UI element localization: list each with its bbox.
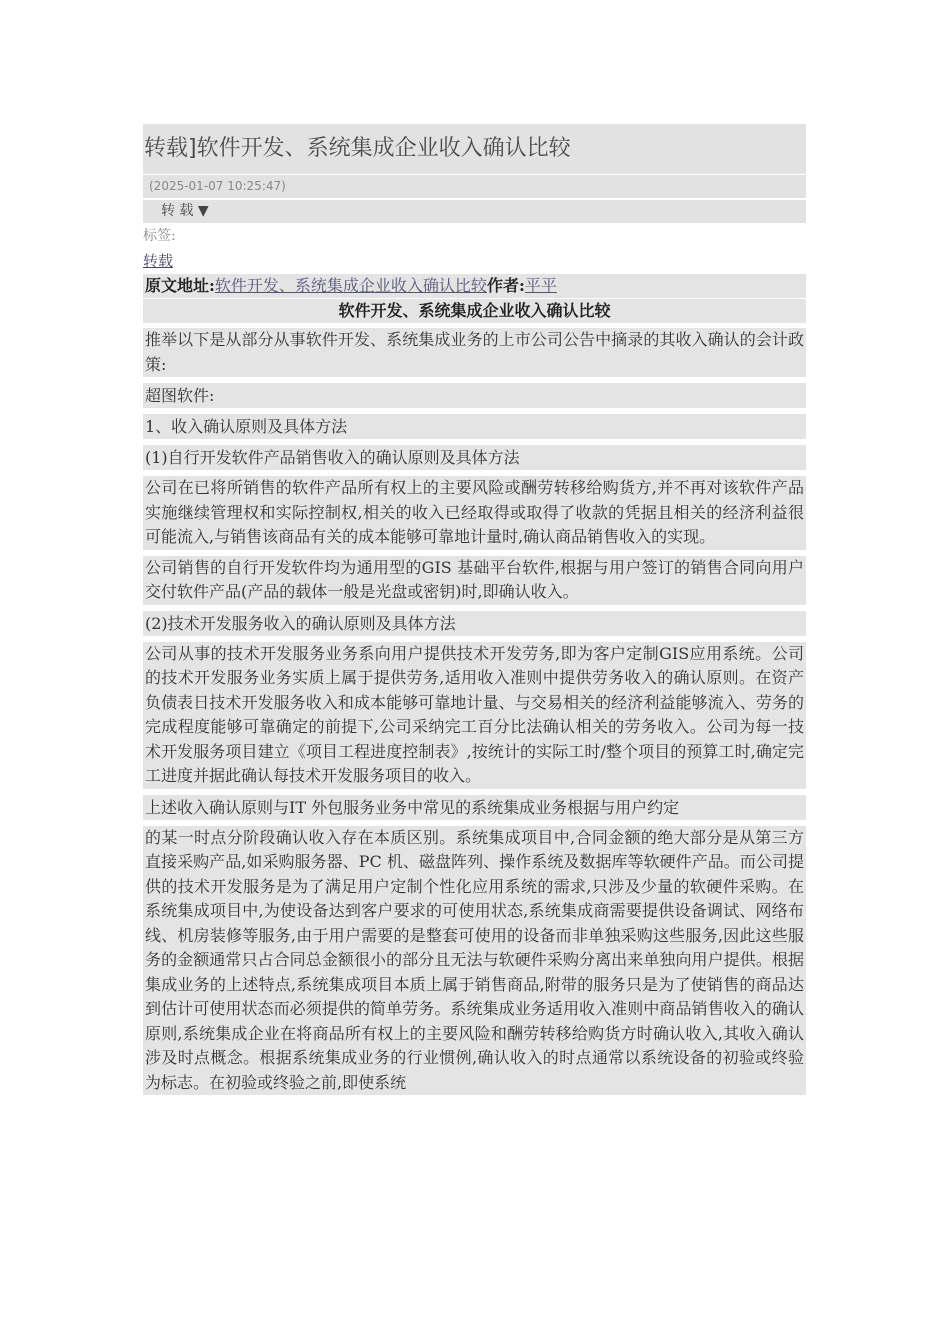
paragraph: 超图软件: (143, 383, 806, 408)
paragraph: 1、收入确认原则及具体方法 (143, 414, 806, 439)
paragraph: 推举以下是从部分从事软件开发、系统集成业务的上市公司公告中摘录的其收入确认的会计政策: (143, 328, 806, 377)
source-address-label: 原文地址: (145, 276, 215, 295)
repost-dropdown[interactable]: 转 载 ▼ (143, 200, 806, 223)
tags-label: 标签: (143, 228, 176, 244)
paragraph: 上述收入确认原则与IT 外包服务业务中常见的系统集成业务根据与用户约定 (143, 795, 806, 820)
tag-link[interactable]: 转载 (143, 252, 174, 270)
paragraph: 的某一时点分阶段确认收入存在本质区别。系统集成项目中,合同金额的绝大部分是从第三方直接采购产品,如采购服务器、PC 机、磁盘阵列、操作系统及数据库等软硬件产品。而公司提供的技术开发服务是为了满足用户定制个性化应用系统的需求,只涉及少量的软硬件采购。在系统集成项目中,为使设备达到客户要求的可使用状态,系统集成商需要提供设备调试、网络布线、机房装修等服务,由于用户需要的是整套可使用的设备而非单独采购这些服务,因此这些服务的金额通常只占合同总金额很小的部分且无法与软硬件采购分离出来单独向用户提供。根据集成业务的上述特点,系统集成项目本质上属于销售商品,附带的服务只是为了使销售的商品达到估计可使用状态而必须提供的简单劳务。系统集成业务适用收入准则中商品销售收入的确认原则,系统集成企业在将商品所有权上的主要风险和酬劳转移给购货方时确认收入,其收入确认涉及时点概念。根据系统集成业务的行业惯例,确认收入的时点通常以系统设备的初验或终验为标志。在初验或终验之前,即使系统 (143, 826, 806, 1096)
author-link[interactable]: 平平 (524, 276, 557, 295)
author-label: 作者: (486, 276, 525, 295)
paragraph: (2)技术开发服务收入的确认原则及具体方法 (143, 611, 806, 636)
article-heading: 软件开发、系统集成企业收入确认比较 (143, 299, 806, 323)
article-body (143, 274, 806, 1095)
paragraph: 公司从事的技术开发服务业务系向用户提供技术开发劳务,即为客户定制GIS应用系统。公司的技术开发服务业务实质上属于提供劳务,适用收入准则中提供劳务收入的确认原则。在资产负债表日技术开发服务收入和成本能够可靠地计量、与交易相关的经济利益能够流入、劳务的完成程度能够可靠确定的前提下,公司采纳完工百分比法确认相关的劳务收入。公司为每一技术开发服务项目建立《项目工程进度控制表》,按统计的实际工时/整个项目的预算工时,确定完工进度并据此确认每技术开发服务项目的收入。 (143, 642, 806, 789)
source-address-link[interactable]: 软件开发、系统集成企业收入确认比较 (214, 276, 487, 295)
paragraph: (1)自行开发软件产品销售收入的确认原则及具体方法 (143, 445, 806, 470)
page-title: 转载]软件开发、系统集成企业收入确认比较 (143, 124, 806, 174)
article-container (143, 124, 806, 1101)
post-date: (2025-01-07 10:25:47) (143, 175, 806, 198)
paragraph: 公司在已将所销售的软件产品所有权上的主要风险或酬劳转移给购货方,并不再对该软件产品实施继续管理权和实际控制权,相关的收入已经取得或取得了收款的凭据且相关的经济利益很可能流入,与销售该商品有关的成本能够可靠地计量时,确认商品销售收入的实现。 (143, 476, 806, 550)
source-line (143, 274, 806, 298)
paragraph: 公司销售的自行开发软件均为通用型的GIS 基础平台软件,根据与用户签订的销售合同向用户交付软件产品(产品的载体一般是光盘或密钥)时,即确认收入。 (143, 556, 806, 605)
